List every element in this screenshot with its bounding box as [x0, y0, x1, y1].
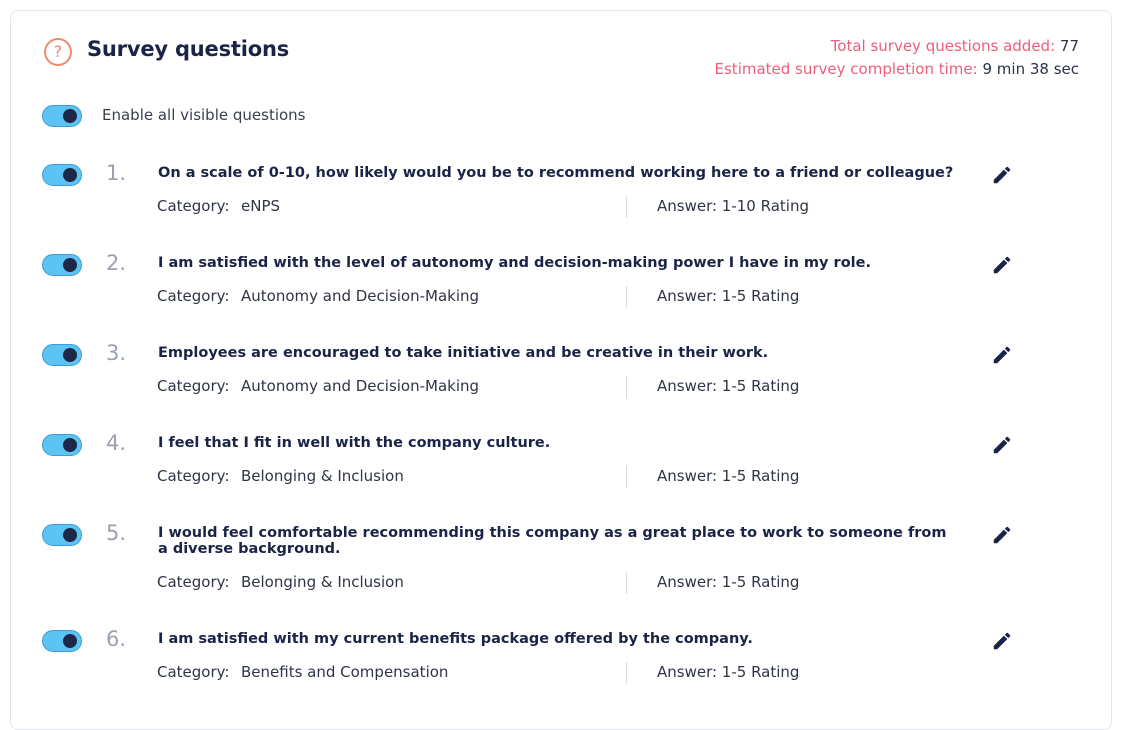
toggle-knob: [63, 438, 77, 452]
question-circle-icon[interactable]: ?: [44, 38, 72, 66]
category-label: Category:: [157, 287, 230, 305]
enable-all-label: Enable all visible questions: [102, 106, 306, 124]
category-label: Category:: [157, 663, 230, 681]
total-questions-label: Total survey questions added:: [830, 37, 1056, 55]
question-toggle-3[interactable]: [42, 344, 82, 366]
question-toggle-2[interactable]: [42, 254, 82, 276]
meta-divider: [626, 572, 627, 594]
page-title: Survey questions: [87, 37, 290, 61]
question-text: I feel that I fit in well with the company culture.: [158, 435, 551, 451]
question-text: I am satisfied with my current benefits package offered by the company.: [158, 631, 753, 647]
completion-time-label: Estimated survey completion time:: [714, 60, 978, 78]
completion-time-value: 9 min 38 sec: [982, 60, 1079, 78]
category-value: Benefits and Compensation: [241, 663, 449, 681]
meta-divider: [626, 466, 627, 488]
question-category: [157, 287, 479, 305]
question-text: Employees are encouraged to take initiative and be creative in their work.: [158, 345, 769, 361]
toggle-knob: [63, 348, 77, 362]
category-value: Autonomy and Decision-Making: [241, 377, 480, 395]
toggle-knob: [63, 109, 77, 123]
total-questions-value: 77: [1059, 37, 1079, 55]
question-toggle-6[interactable]: [42, 630, 82, 652]
toggle-knob: [63, 258, 77, 272]
question-answer-type: Answer: 1-10 Rating: [657, 197, 809, 215]
question-category: [157, 377, 479, 395]
survey-summary: [715, 35, 1079, 81]
category-label: Category:: [157, 467, 230, 485]
pencil-icon[interactable]: [991, 254, 1013, 276]
question-answer-type: Answer: 1-5 Rating: [657, 663, 800, 681]
question-number: 2.: [106, 251, 127, 275]
enable-all-toggle[interactable]: [42, 105, 82, 127]
question-text: On a scale of 0-10, how likely would you be to recommend working here to a friend or colleague?: [158, 165, 954, 181]
category-label: Category:: [157, 377, 230, 395]
question-text: I am satisfied with the level of autonomy and decision-making power I have in my role.: [158, 255, 871, 271]
category-value: Belonging & Inclusion: [241, 573, 404, 591]
question-number: 1.: [106, 161, 127, 185]
completion-time-line: [715, 58, 1079, 81]
toggle-knob: [63, 168, 77, 182]
pencil-icon[interactable]: [991, 164, 1013, 186]
toggle-knob: [63, 634, 77, 648]
category-value: Belonging & Inclusion: [241, 467, 404, 485]
pencil-icon[interactable]: [991, 434, 1013, 456]
category-value: Autonomy and Decision-Making: [241, 287, 480, 305]
toggle-knob: [63, 528, 77, 542]
question-text: I would feel comfortable recommending this company as a great place to work to someone from a diverse background.: [158, 525, 947, 557]
question-answer-type: Answer: 1-5 Rating: [657, 287, 800, 305]
category-value: eNPS: [241, 197, 281, 215]
meta-divider: [626, 662, 627, 684]
total-questions-line: [715, 35, 1079, 58]
question-number: 6.: [106, 627, 127, 651]
question-category: [157, 197, 280, 215]
question-category: [157, 467, 404, 485]
question-toggle-1[interactable]: [42, 164, 82, 186]
question-answer-type: Answer: 1-5 Rating: [657, 377, 800, 395]
question-toggle-4[interactable]: [42, 434, 82, 456]
question-number: 3.: [106, 341, 127, 365]
question-answer-type: Answer: 1-5 Rating: [657, 573, 800, 591]
question-toggle-5[interactable]: [42, 524, 82, 546]
question-category: [157, 663, 448, 681]
survey-questions-card: [10, 10, 1112, 730]
question-number: 5.: [106, 521, 127, 545]
meta-divider: [626, 376, 627, 398]
category-label: Category:: [157, 197, 230, 215]
category-label: Category:: [157, 573, 230, 591]
meta-divider: [626, 286, 627, 308]
question-number: 4.: [106, 431, 127, 455]
question-answer-type: Answer: 1-5 Rating: [657, 467, 800, 485]
meta-divider: [626, 196, 627, 218]
pencil-icon[interactable]: [991, 524, 1013, 546]
pencil-icon[interactable]: [991, 630, 1013, 652]
question-category: [157, 573, 404, 591]
pencil-icon[interactable]: [991, 344, 1013, 366]
